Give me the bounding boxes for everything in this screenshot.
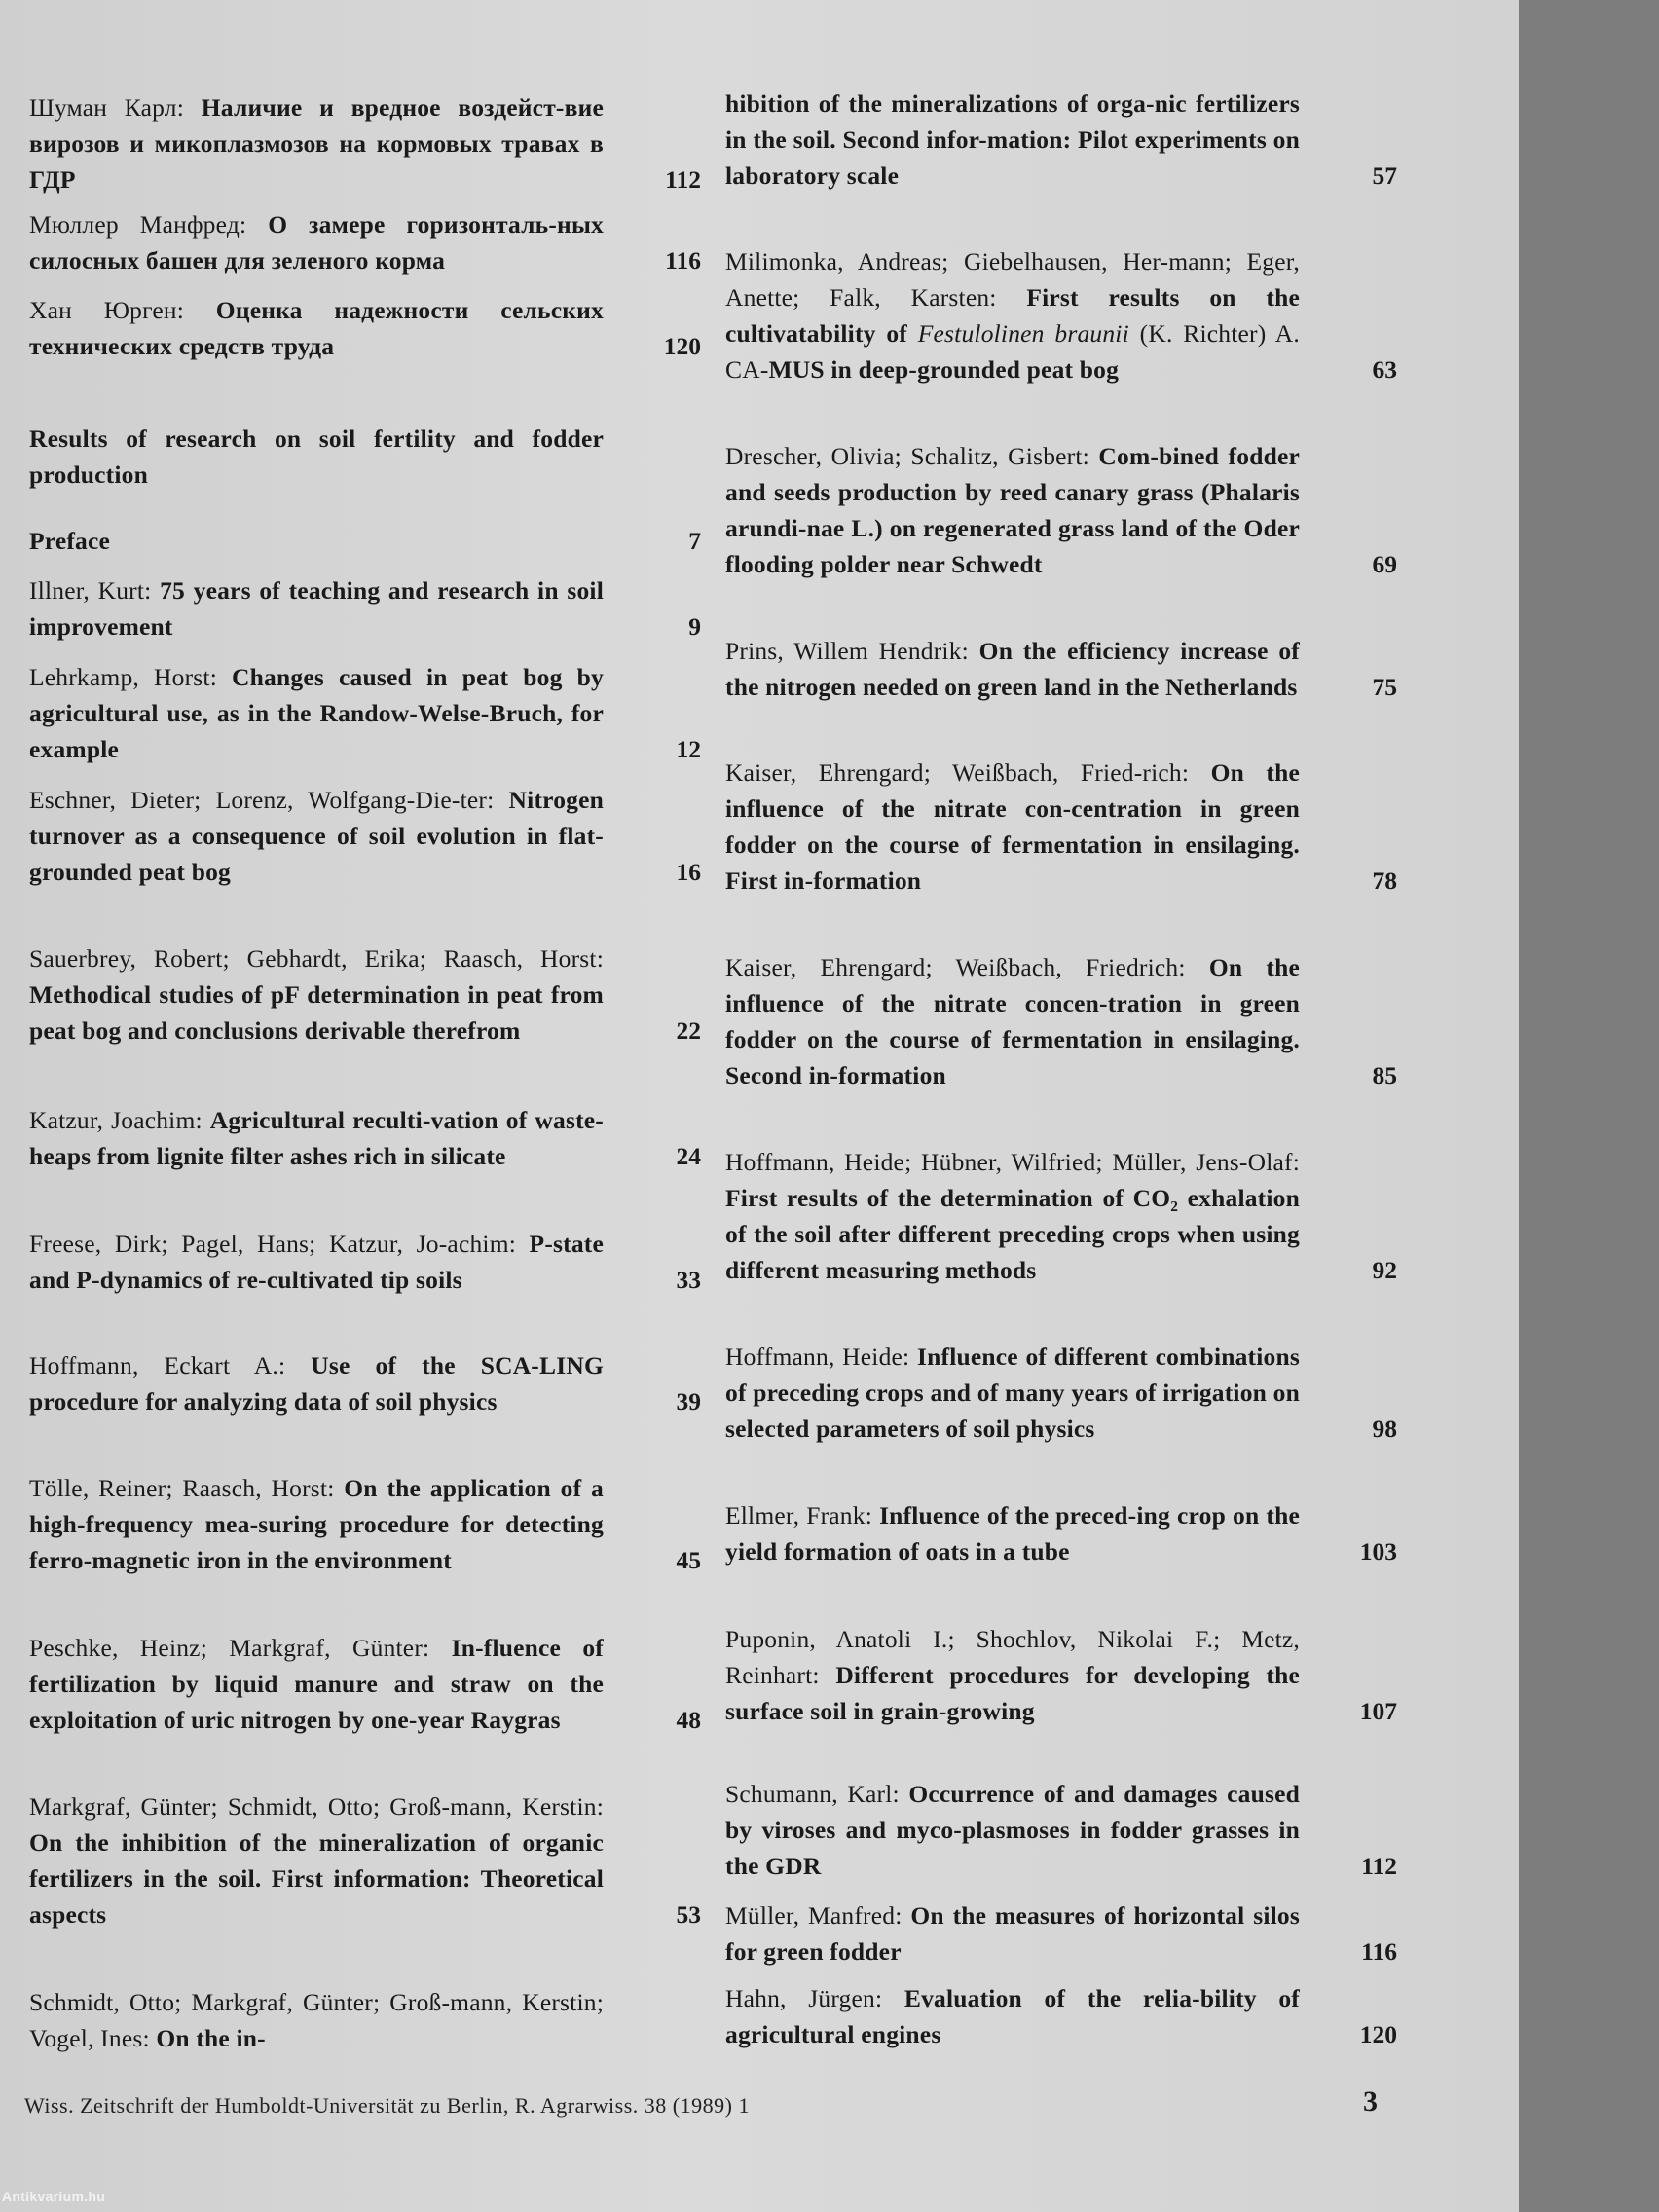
toc-page-number: 98: [1372, 1415, 1397, 1443]
toc-entry: Шуман Карл: Наличие и вредное воздейст-вие вирозов и микоплазмозов на кормовых травах в ГДР 112: [29, 90, 701, 198]
toc-entry: hibition of the mineralizations of orga-nic fertilizers in the soil. Second infor-mation: Pilot experiments on laboratory scale 57: [725, 86, 1397, 194]
toc-entry: Kaiser, Ehrengard; Weißbach, Friedrich: On the influence of the nitrate concen-tration in green fodder on the course of fermentation in ensilaging. Second in-formation 85: [725, 949, 1397, 1093]
toc-entry: Freese, Dirk; Pagel, Hans; Katzur, Jo-achim: P-state and P-dynamics of re-cultivated tip soils 33: [29, 1226, 701, 1298]
toc-entry: Мюллер Манфред: О замере горизонталь-ных силосных башен для зеленого корма 116: [29, 206, 701, 278]
toc-page-number: 57: [1372, 162, 1397, 190]
toc-entry: Hoffmann, Heide: Influence of different combinations of preceding crops and of many years of irrigation on selected parameters of soil physics 98: [725, 1339, 1397, 1447]
toc-page-number: 7: [688, 527, 701, 555]
toc-page-number: 45: [676, 1546, 701, 1574]
toc-entry: Schumann, Karl: Occurrence of and damages caused by viroses and myco-plasmoses in fodder grasses in the GDR 112: [725, 1776, 1397, 1884]
toc-entry: Lehrkamp, Horst: Changes caused in peat bog by agricultural use, as in the Randow-Welse-Bruch, for example 12: [29, 659, 701, 767]
toc-entry: Milimonka, Andreas; Giebelhausen, Her-mann; Eger, Anette; Falk, Karsten: First results on the cultivatability of Festulolinen braunii (K. Richter) A. CA-MUS in deep-grounded peat bog 63: [725, 243, 1397, 387]
toc-entry: Tölle, Reiner; Raasch, Horst: On the application of a high-frequency mea-suring procedure for detecting ferro-magnetic iron in the environment 45: [29, 1470, 701, 1578]
toc-entry: Eschner, Dieter; Lorenz, Wolfgang-Die-ter: Nitrogen turnover as a consequence of soil evolution in flat-grounded peat bog 16: [29, 782, 701, 890]
toc-entry: Peschke, Heinz; Markgraf, Günter: In-fluence of fertilization by liquid manure and straw on the exploitation of uric nitrogen by one-year Raygras 48: [29, 1630, 701, 1738]
toc-page-number: 112: [665, 166, 701, 194]
toc-page-number: 48: [676, 1706, 701, 1734]
toc-page-number: 22: [676, 1016, 701, 1045]
toc-page-number: 78: [1372, 866, 1397, 895]
toc-entry: Illner, Kurt: 75 years of teaching and research in soil improvement 9: [29, 572, 701, 645]
toc-entry: Sauerbrey, Robert; Gebhardt, Erika; Raasch, Horst: Methodical studies of pF determination in peat from peat bog and conclusions derivable therefrom 22: [29, 940, 701, 1049]
toc-page-number: 112: [1361, 1852, 1397, 1880]
toc-entry: Ellmer, Frank: Influence of the preced-ing crop on the yield formation of oats in a tube 103: [725, 1497, 1397, 1569]
toc-entry: Müller, Manfred: On the measures of horizontal silos for green fodder 116: [725, 1898, 1397, 1970]
toc-entry: Katzur, Joachim: Agricultural reculti-vation of waste-heaps from lignite filter ashes rich in silicate 24: [29, 1102, 701, 1174]
toc-page-number: 53: [676, 1900, 701, 1929]
toc-entry: Prins, Willem Hendrik: On the efficiency increase of the nitrogen needed on green land in the Netherlands 75: [725, 633, 1397, 705]
page-number: 3: [1363, 2085, 1378, 2118]
toc-page-number: 116: [1361, 1937, 1397, 1966]
watermark: Antikvarium.hu: [2, 2189, 106, 2204]
toc-page-number: 9: [688, 612, 701, 641]
toc-entry: Hahn, Jürgen: Evaluation of the relia-bility of agricultural engines 120: [725, 1980, 1397, 2052]
toc-page-number: 120: [1359, 2020, 1397, 2048]
toc-entry: Puponin, Anatoli I.; Shochlov, Nikolai F.; Metz, Reinhart: Different procedures for developing the surface soil in grain-growing 107: [725, 1621, 1397, 1729]
toc-entry: Preface 7: [29, 523, 701, 559]
toc-entry: Хан Юрген: Оценка надежности сельских технических средств труда 120: [29, 292, 701, 364]
toc-page-number: 63: [1372, 355, 1397, 384]
toc-page-number: 33: [676, 1266, 701, 1294]
toc-page-number: 120: [663, 332, 701, 360]
toc-page-number: 12: [676, 735, 701, 763]
toc-entry: Drescher, Olivia; Schalitz, Gisbert: Com-bined fodder and seeds production by reed canary grass (Phalaris arundi-nae L.) on regenerated grass land of the Oder flooding polder near Schwedt 69: [725, 438, 1397, 582]
toc-page-number: 85: [1372, 1061, 1397, 1089]
toc-page-number: 39: [676, 1387, 701, 1416]
toc-page-number: 69: [1372, 550, 1397, 578]
toc-page-number: 24: [676, 1142, 701, 1170]
section-heading: Results of research on soil fertility and fodder production: [29, 424, 604, 489]
toc-page-number: 92: [1372, 1256, 1397, 1284]
journal-footer: Wiss. Zeitschrift der Humboldt-Universität zu Berlin, R. Agrarwiss. 38 (1989) 1: [24, 2093, 750, 2118]
toc-entry: Hoffmann, Heide; Hübner, Wilfried; Müller, Jens-Olaf: First results of the determination of CO₂ exhalation of the soil after different preceding crops when using different measuring methods 92: [725, 1144, 1397, 1288]
toc-page-number: 75: [1372, 673, 1397, 701]
toc-entry: Schmidt, Otto; Markgraf, Günter; Groß-mann, Kerstin; Vogel, Ines: On the in-: [29, 1988, 604, 2052]
toc-page-number: 103: [1359, 1537, 1397, 1566]
toc-page-number: 16: [676, 858, 701, 886]
toc-entry: Kaiser, Ehrengard; Weißbach, Fried-rich: On the influence of the nitrate con-centration in green fodder on the course of fermentation in ensilaging. First in-formation 78: [725, 755, 1397, 899]
toc-page-number: 107: [1359, 1697, 1397, 1725]
toc-entry: Markgraf, Günter; Schmidt, Otto; Groß-mann, Kerstin: On the inhibition of the mineralization of organic fertilizers in the soil. First information: Theoretical aspects 53: [29, 1788, 701, 1933]
toc-page-number: 116: [665, 246, 701, 275]
toc-entry: Hoffmann, Eckart A.: Use of the SCA-LING procedure for analyzing data of soil physics 39: [29, 1347, 701, 1419]
